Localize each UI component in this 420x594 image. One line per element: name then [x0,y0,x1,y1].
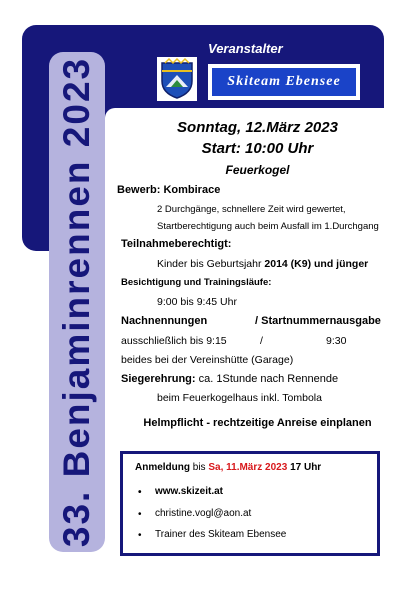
late-entry-label: Nachnennungen [121,315,208,327]
registration-until: bis [190,462,209,473]
inspection-label: Besichtigung und Trainingsläufe: [121,277,272,288]
organizer-label: Veranstalter [208,41,283,56]
eligibility-year: 2014 (K9) und jünger [264,258,369,270]
registration-item-email[interactable] [138,508,252,520]
time-separator: / [260,335,263,347]
event-date: Sonntag, 12.März 2023 [177,119,338,136]
awards-place: beim Feuerkogelhaus inkl. Tombola [157,392,322,404]
website-link[interactable]: www.skizeit.at [155,486,223,497]
registration-time: 17 Uhr [287,462,322,473]
event-title: 33. Benjaminrennen 2023 [56,56,97,548]
bullet-icon: • [138,509,142,520]
helmet-notice: Helmpflicht - rechtzeitige Anreise einplanen [143,417,372,429]
eligibility-prefix: Kinder bis Geburtsjahr [157,258,265,270]
eligibility-text [157,258,368,270]
competition-line-1: 2 Durchgänge, schnellere Zeit wird gewertet, [157,204,346,215]
awards-text: ca. 1Stunde nach Rennende [195,373,339,385]
awards-label: Siegerehrung: [121,373,196,385]
registration-item-website[interactable] [138,486,223,498]
inspection-time: 9:00 bis 9:45 Uhr [157,296,237,308]
event-location: Feuerkogel [225,163,290,177]
event-start: Start: 10:00 Uhr [201,140,314,157]
registration-heading [135,462,321,473]
eligibility-label: Teilnahmeberechtigt: [121,238,232,250]
late-entry-place: beides bei der Vereinshütte (Garage) [121,354,294,366]
awards-line [121,373,338,385]
club-crest-icon [157,57,197,101]
registration-item-trainer [138,529,287,541]
bib-pickup-label: / Startnummernausgabe [255,315,381,327]
trainer-text: Trainer des Skiteam Ebensee [155,529,287,540]
registration-box [120,451,380,556]
competition-line-2: Startberechtigung auch beim Ausfall im 1.Durchgang [157,221,379,232]
email-link[interactable]: christine.vogl@aon.at [155,508,252,519]
late-entry-time: ausschließlich bis 9:15 [121,335,227,347]
registration-deadline: Sa, 11.März 2023 [208,462,288,473]
competition-label: Bewerb: Kombirace [117,184,221,196]
bullet-icon: • [138,530,142,541]
bullet-icon: • [138,487,142,498]
club-logo-name: Skiteam Ebensee [212,68,356,96]
title-strip-wrap [49,52,105,552]
club-logo [208,64,360,100]
bib-pickup-time: 9:30 [326,335,347,347]
registration-word: Anmeldung [135,462,190,473]
